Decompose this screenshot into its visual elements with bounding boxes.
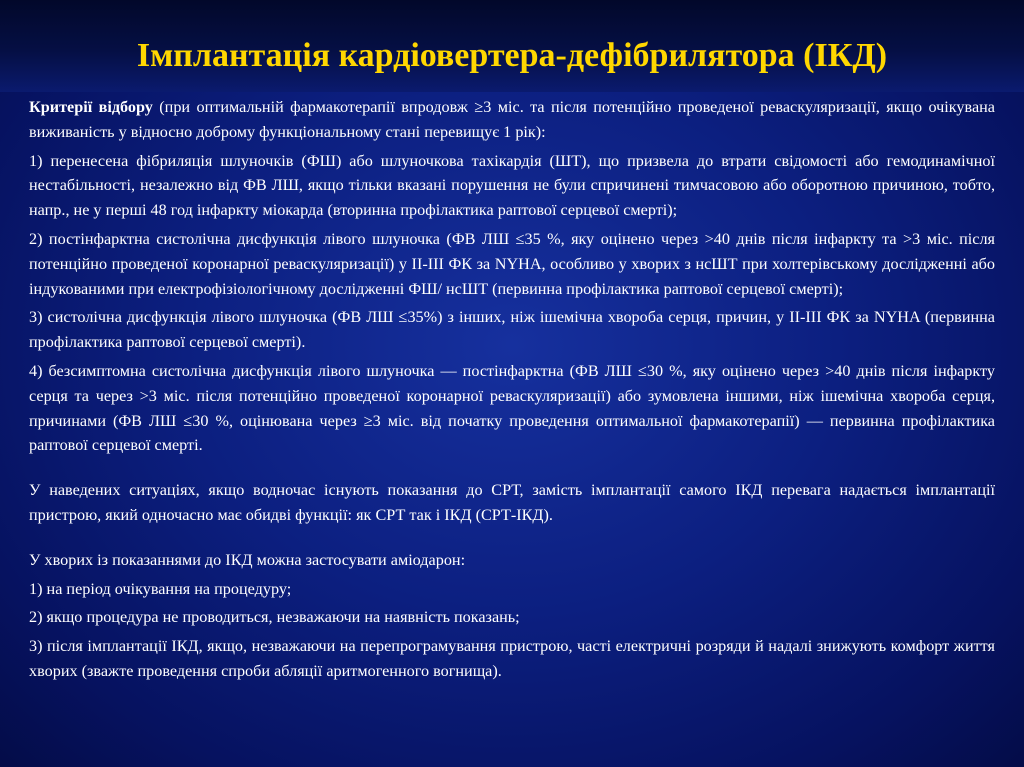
spacer bbox=[29, 462, 995, 478]
spacer bbox=[29, 532, 995, 548]
amiodarone-item: 1) на період очікування на процедуру; bbox=[29, 579, 292, 598]
selection-criteria-label: Критерії відбору bbox=[29, 98, 153, 116]
amiodarone-item: 2) якщо процедура не проводиться, незважаючи на наявність показань; bbox=[29, 608, 520, 627]
crt-note: У наведених ситуаціях, якщо водночас існують показання до СРТ, замість імплантації самого ІКД перевага надається імплантації пристрою, який одночасно має обидві функції: як СРТ так і ІКД (СРТ-ІКД). bbox=[29, 481, 995, 524]
criterion-item: 3) систолічна дисфункція лівого шлуночка (ФВ ЛШ ≤35%) з інших, ніж ішемічна хвороба серця, причин, у ІІ-ІІІ ФК за NYHA (первинна профілактика раптової серцевої смерті). bbox=[29, 308, 995, 352]
selection-criteria-intro bbox=[29, 95, 995, 145]
amiodarone-intro: У хворих із показаннями до ІКД можна застосувати аміодарон: bbox=[29, 550, 466, 569]
amiodarone-item: 3) після імплантації ІКД, якщо, незважаючи на перепрограмування пристрою, часті електричні розряди й надалі знижують комфорт життя хворих (зважте проведення спроби абляції аритмогенного вогнища). bbox=[29, 637, 995, 680]
criterion-item: 1) перенесена фібриляція шлуночків (ФШ) або шлуночкова тахікардія (ШТ), що призвела до втрати свідомості або гемодинамічної нестабільності, незалежно від ФВ ЛШ, якщо тільки вказані порушення не були спричинені тимчасовою або оборотною причиною, тобто, напр., не у перші 48 год інфаркту міокарда (вторинна профілактика раптової серцевої смерті); bbox=[29, 151, 995, 220]
slide-title: Імплантація кардіовертера-дефібрилятора (ІКД) bbox=[136, 37, 888, 74]
criterion-item: 4) безсимптомна систолічна дисфункція лівого шлуночка — постінфарктна (ФВ ЛШ ≤30 %, яку оцінено через >40 днів після інфаркту серця та через >3 міс. після потенційно проведеної коронарної реваскуляризації) або зумовлена іншими, ніж ішемічна хвороба серця, причинами (ФВ ЛШ ≤30 %, оцінювана через ≥3 міс. від початку проведення оптимальної фармакотерапії) — первинна профілактика раптової серцевої смерті. bbox=[29, 361, 995, 455]
slide-content bbox=[29, 95, 995, 688]
criterion-item: 2) постінфарктна систолічна дисфункція лівого шлуночка (ФВ ЛШ ≤35 %, яку оцінено через >40 днів після інфаркту та >3 міс. після потенційно проведеної коронарної реваскуляризації) у ІІ-ІІІ ФК за NYHA, особливо у хворих з нсШТ при холтерівському дослідженні або індукованими при електрофізіологічному дослідженні ФШ/ нсШТ (первинна профілактика раптової серцевої смерті); bbox=[29, 229, 995, 298]
selection-criteria-text: (при оптимальній фармакотерапії впродовж ≥3 міс. та після потенційно проведеної реваскуляризації, якщо очікувана виживаність у відносно доброму функціональному стані перевищує 1 рік): bbox=[29, 98, 995, 141]
